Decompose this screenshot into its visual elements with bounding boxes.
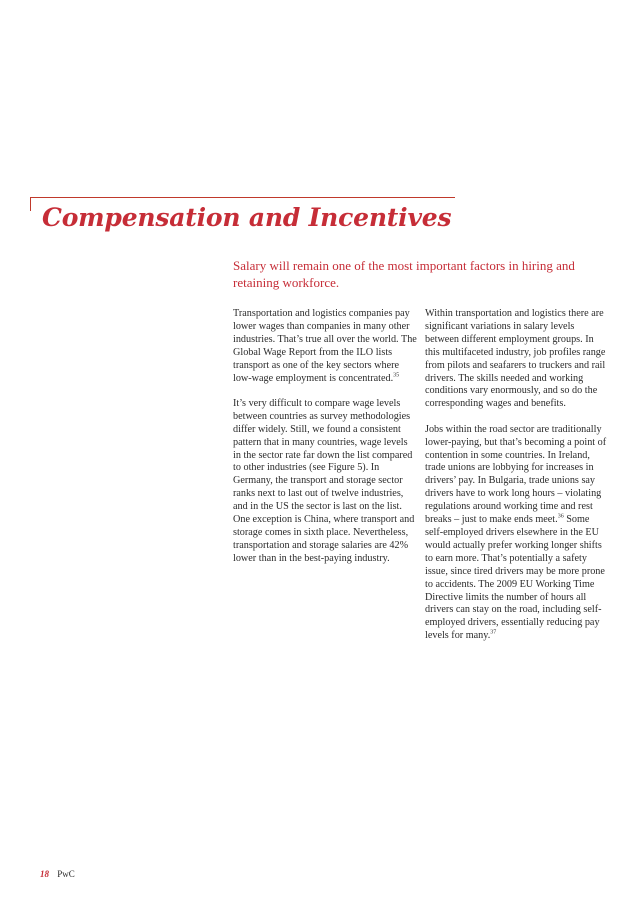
paragraph-text: Some self-employed drivers elsewhere in the EU would actually prefer working longer shifts to earn more. That’s potentially a safety issue, since tired drivers may be more prone to accidents. The 2009 EU Working Time Directive limits the number of hours all drivers can stay on the road, including self-employed drivers, essentially reducing pay levels for many. — [425, 514, 605, 642]
title-rule-vertical — [30, 197, 31, 211]
paragraph-text: It’s very difficult to compare wage levels between countries as survey methodologies differ widely. Still, we found a consistent pattern that in many countries, wage levels in the sector rate far down the list compared to other industries (see Figure 5). In Germany, the transport and storage sector ranks next to last out of twelve industries, and in the US the sector is last on the list. One exception is China, where transport and storage comes in sixth place. Nevertheless, transportation and storage salaries are 42% lower than in the best-paying industry. — [233, 397, 415, 564]
body-paragraph — [425, 424, 610, 643]
body-paragraph — [233, 308, 418, 385]
lead-paragraph: Salary will remain one of the most important factors in hiring and retaining workforce. — [233, 258, 575, 290]
left-column — [233, 308, 418, 578]
right-column — [425, 308, 610, 656]
paragraph-text: Jobs within the road sector are traditionally lower-paying, but that’s becoming a point of contention in some countries. In Ireland, trade unions are lobbying for increases in drivers’ pay. In Bulgaria, trade unions say drivers have to work long hours – violating regulations around working time and rest breaks – just to make ends meet. — [425, 423, 607, 526]
page-footer — [40, 869, 75, 879]
footnote-ref: 37 — [490, 629, 497, 636]
paragraph-text: Transportation and logistics companies pay lower wages than companies in many other industries. That’s true all over the world. The Global Wage Report from the ILO lists transport as one of the key sectors where low-wage employment is concentrated. — [233, 308, 417, 384]
page-title: Compensation and Incentives — [42, 203, 452, 232]
page-number: 18 — [40, 869, 49, 879]
footnote-ref: 36 — [557, 513, 564, 520]
paragraph-text: Within transportation and logistics there are significant variations in salary levels between different employment groups. In this multifaceted industry, job profiles range from pilots and seafarers to truckers and rail drivers. The skills needed and working conditions vary enormously, and so do the corresponding wages and benefits. — [425, 308, 606, 410]
title-rule-horizontal — [30, 197, 455, 198]
brand-name: PwC — [57, 869, 75, 879]
body-paragraph — [425, 308, 610, 411]
body-paragraph — [233, 398, 418, 566]
footnote-ref: 35 — [393, 372, 400, 379]
